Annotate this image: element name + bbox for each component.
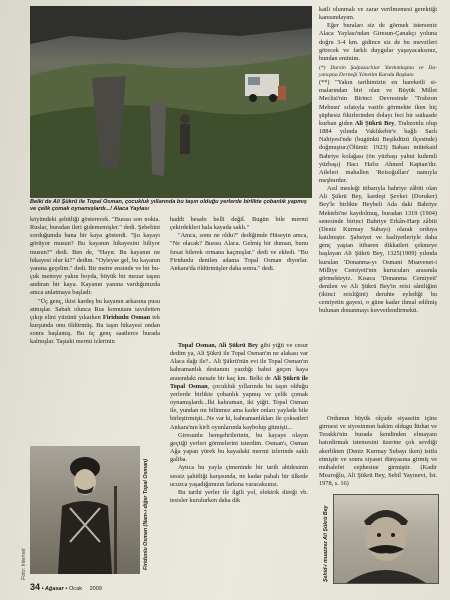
paragraph: Giresunlu hemşehrilerinin, bu kayaye olayın geçtiği yerleri görmelerini isterdim. Osman'ı, Osman Ağa yapan yürek bu kayadaki mermi izlerinde saklı galiba. (170, 431, 308, 464)
alaca-yaylasi-photo (30, 6, 312, 198)
column-2 (170, 216, 308, 273)
osman-photo-caption: Firidunlu Osman (Nam-ı diğer Topal Osman) (143, 458, 149, 570)
paragraph (30, 298, 160, 347)
column-3-lower (319, 415, 437, 488)
bold-name: Topal Osman, Ali Şükrü Bey (178, 342, 259, 349)
paragraph (170, 342, 308, 432)
paragraph: katli olunmalı ve zarar verilmemesi gerektiği kanısındayım. (319, 6, 437, 22)
paragraph: Aytıca bu yayla çimeninde bir tarih abidesinin sessiz şahitliği karşısında, ne kadar pahalı bir ülkede ucuzca yaşadığımızın farkına varacaksınız. (170, 464, 308, 488)
column-3 (319, 6, 437, 316)
magazine-name: • Ağasar • (41, 586, 68, 592)
ali-sukru-photo-caption: Şehid-i muazzez Ali Şükrü Bey (323, 505, 329, 582)
bold-name: Ali Şükrü ile Topal Osman (170, 374, 309, 390)
paragraph: Ordunun büyük olçude siyasetin içine girmesi ve siyosinmın hakim oldugu İttıhat ve Terakkı'nin burada kendinden elmayanı hatırdirmak istemesini üzerine çok sevdiği akerlikten (Deniz Kurmay Subayı iken) istifa etmiştir ve sonra siyaset dünyasına girmiş ve muhalefet cephesine girmiştir. (Kadir Mısıroğlu, Ali Şükrü Bey, Sebil Yayınevi, İst. 1978, s. 16) (319, 415, 437, 488)
photo-credit: Foto: Internet (21, 548, 27, 580)
footnote (319, 79, 437, 185)
ali-sukru-bey-photo (333, 494, 439, 584)
column-1 (30, 216, 160, 347)
topal-osman-photo (30, 446, 140, 574)
footnote: (*) Dursin Şalpazarlılar Yardımlaşma ve Dayanışma Derneği Yönetim Kurulu Başkanı (319, 65, 437, 79)
text-span: , Trabzonlu olup 1884 yılında Vakfıkebir'e bağlı Sarlı Nahiyesi'nde (bugünkü Beşikdüzü ilçesinde) doğmuştur.(Ölümü: 1923) Babası mütekaid Bahriye kolağası (ön yüzbaşı yahut kıdemli yüzbaşı) Hacı Hafız Ahmed Kaptan'dır. Aileleri mahallen 'Reisoğulları' namıyla meşhurdur. (319, 119, 437, 184)
text-span: gibi yiğit ve cesur dedim ya, Ali Şükrü ile Topal Osman'ın ne alakası var Alaca dağı ile?.. Ali Şükrü'nün evi ile Topal Osman'ın kahramanlık destanını yazdığı bahsi geçen kaya arasındaki mesafe bir kaç km. (170, 342, 308, 382)
page-footer (30, 582, 330, 592)
text-span: Belki de (249, 374, 273, 382)
column-2-lower (170, 342, 308, 505)
paragraph: haddi hesabı belli değil. Bugün bile mermi çekirdekleri hala kayada saklı." (170, 216, 308, 232)
text-span: "Üç genç, ikisi kardeş bu kayanın arkasına pusu atmışlar. Sabah olunca Rus komutanı tavuletten çıkıp elini yüzünü yıkarken (30, 297, 160, 321)
issue-month: Ocak (68, 586, 82, 592)
issue-year: 2009 (89, 586, 103, 592)
text-span: tek kurşunda onu öldürmüş. Bu taşın hikayesi ondan sonra başlamış. Bu üç genç saatlerce burada kalmışlar. Taştaki mermi izlerinin (30, 313, 160, 346)
paragraph: köyündeki şehitliği gösterecek. "Burası son nokta. Ruslar, buradan ileri gidememişler." dedi. Şebebini sorduğumda bana bir kaya gösterdi. "Şu kayayı görüyor musun? Bu kayanın hikayesini biliyor musun?" dedi. Ben de, "Hayır. Bu kayanın ne hikayesi olur ki?" dedim. "Oyleyse gel, bu kayanın yanına geçelim." dedi. Bir metre ensinde ve bir bu-çuk metreye yakın boyda, büyük bir mezar taşını andıran bir kaya. Kayanın yanına vardığımızda amca anlatmaya başladı: (30, 216, 160, 297)
paragraph: Asıl mesleği itibarıyla bahriye zâbiti olan Ali Şükrü Bey, kardeşi Şevket (Doruker) Bey'le birlikte Heybeli Ada daki Bahriye Mektebi'ne kaydolmuş, buradan 1319 (1904) senesinde birinci Bahriye Erkân-Harp zâbiti (Deniz Kurmay Subayı) olarak orduya katılmıştır. Şahsiyet ve faaliyetleriyle daha genç yaştan itibaren dikkatleri çekmeye başlayan Ali Şükrü Bey, 1325(1909) yılında kurulan 'Donanma-yı Osmani Muavenet-i Milliye Cemiyeti'nin kurucuları arasında görmekteyiz. Kısaca 'Donanma Cemiyeti' denilen ve Ali Şükrü Bey'in reisi sâniliğini (ikinci reisliğini) deruhte eylediği bu cemiyetin gayesi, o güne kadar ihmal edilmiş bulunan donanmayı kuvvetlendirmekti. (319, 185, 437, 315)
bold-name: Ali Şükrü Bey (354, 119, 395, 127)
text-span: (**) "Yakın tarihimizin en hareketli simalarından biri olan ve Büyük Millet Meclisi'nin Birinci Devresinde 'Trabzon Mebusu' sıfatıyla vazife görmekte iken hiç şüphesiz fikirlerinden dolayı feci bir suikasde kurban giden (319, 79, 437, 127)
text-span: , çocukluk yıllarında bu taşın olduğu yerlerde birlikte çobanlık yapmış ve çelik çomak oynamışlardı...İki kahraman, iki yiğit. Topal Osman ile, yundan mı bilinmez ama kader onları yaylada bile birleştirmişti...Ne var ki, kahramanlıkları ile çoksatleri Ankara'nın kirli oyunlarında kaybolup gitmişti... (170, 382, 308, 431)
paragraph: "Amca, sonu ne oldu?" dediğimde Hüseyin amca, "Ne olacak? Burası Alaca. Gelmiş bir duman, bunu fırsat bilerek ormana kaçmışlar." dedi ve ekledi. "Bu Firidunlu denilen adama Topal Osman diyorlar. Ankara'da öldürmüşler daha sonra." dedi. (170, 232, 308, 272)
top-photo-caption: Belki de Ali Şükrü ile Topal Osman, çocukluk yıllarında bu taşın olduğu yerlerde birlikte çobanlık yapmış ve çelik çomak oynamışlardı...! Alaca Yaylası (30, 199, 307, 213)
bold-name: Firidunlu Osman (102, 313, 151, 321)
paragraph: Eğer buraları siz de görmek isterseniz Alaca Yaylası'ndan Giresun-Çanakçı yoluna doğru 3-4 km. gidince siz de bu mevzileri görecek ve farklı duygular yaşayacaksınız, bundan eminim. (319, 22, 437, 62)
page-number: 34 (30, 582, 41, 592)
paragraph: Bu tarihi yerler ile ilgili yol, elektrik direği vb. tesisler kurulurken daha dik (170, 488, 308, 504)
